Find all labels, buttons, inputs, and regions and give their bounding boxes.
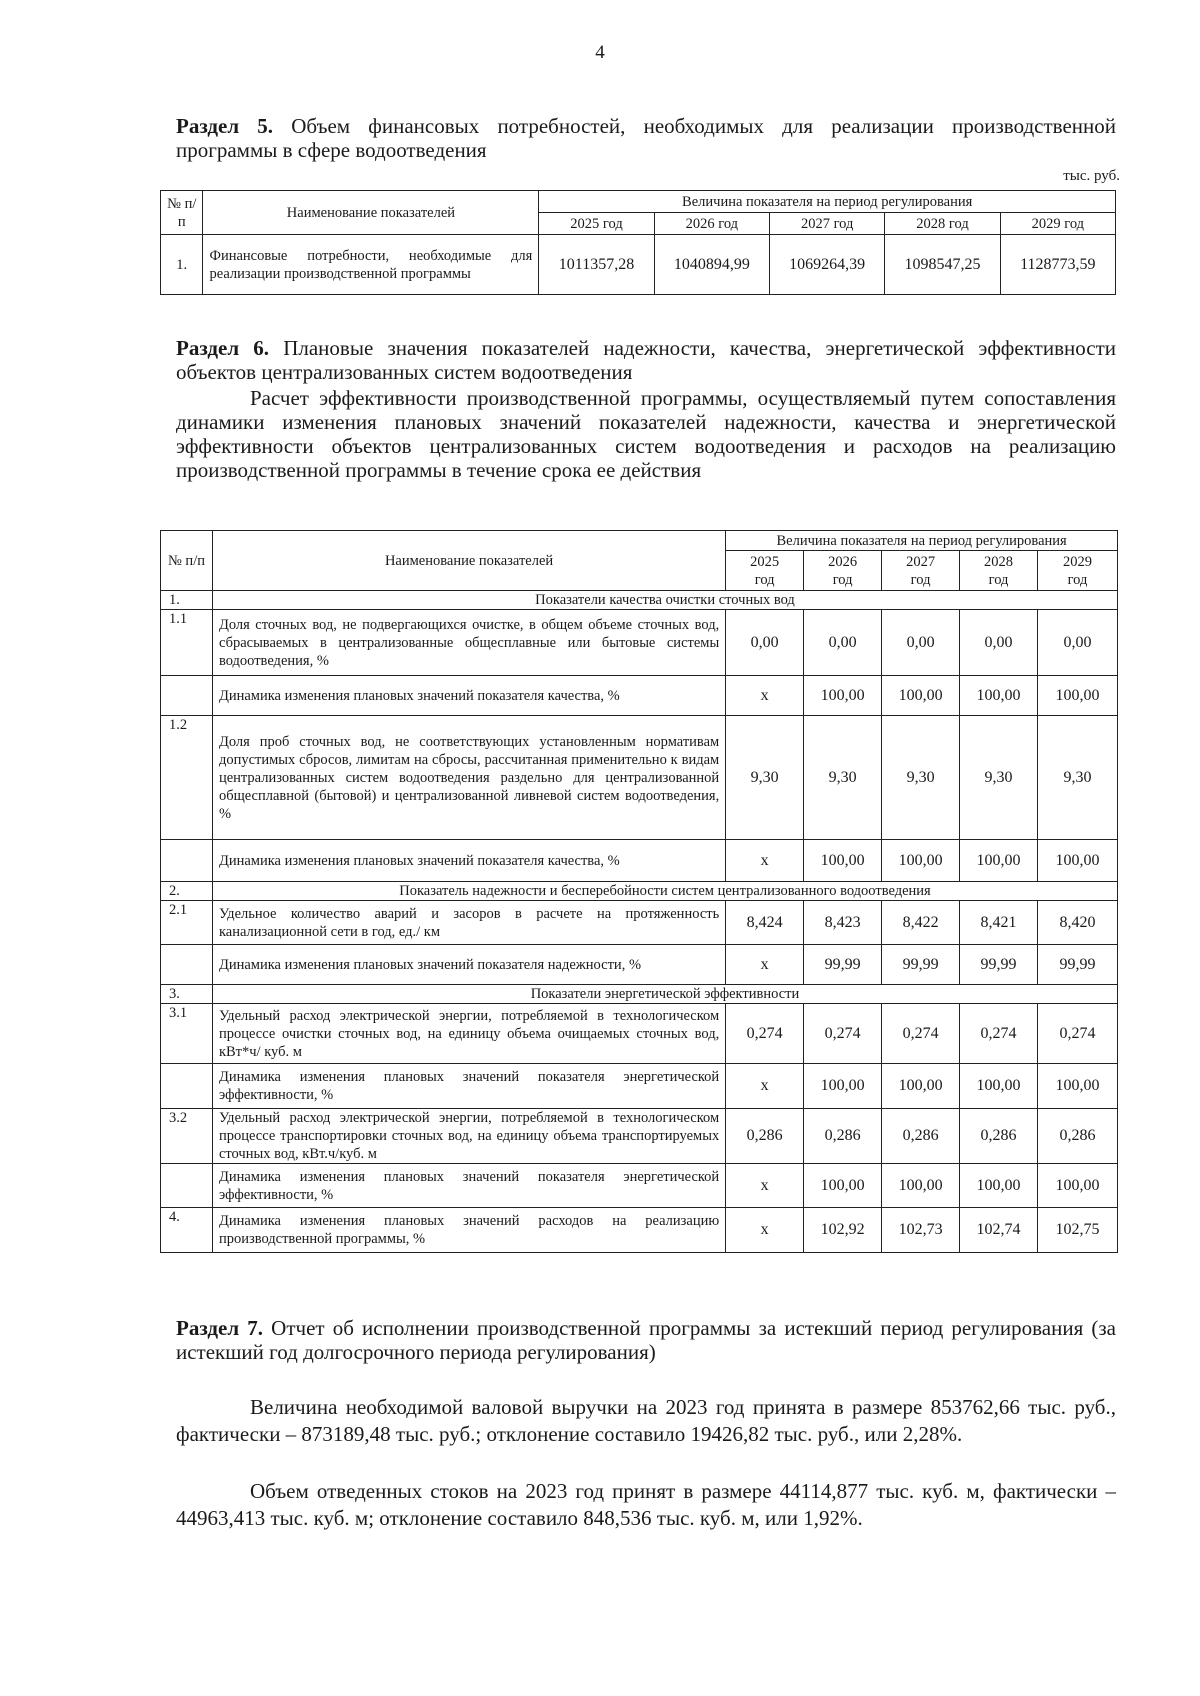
s6-value: 100,00 <box>804 676 882 716</box>
s6-value: 99,99 <box>882 945 960 985</box>
s5-year-2029: 2029 год <box>1000 213 1115 235</box>
s5-year-2025: 2025 год <box>539 213 654 235</box>
s6-value: 9,30 <box>882 716 960 840</box>
s6-value: 0,00 <box>804 610 882 676</box>
s6-row-name: Динамика изменения плановых значений расходов на реализацию производственной программы, % <box>212 1208 725 1253</box>
s6-group-no: 1. <box>161 591 213 610</box>
s6-group-title: Показатели энергетической эффективности <box>212 985 1117 1004</box>
s6-row-name: Динамика изменения плановых значений показателя надежности, % <box>212 945 725 985</box>
s6-row-no: 1.1 <box>161 610 213 676</box>
s5-value: 1040894,99 <box>654 235 769 295</box>
s6-value: х <box>726 676 804 716</box>
s6-row-name: Доля сточных вод, не подвергающихся очистке, в общем объеме сточных вод, сбрасываемых в централизованные общесплавные или бытовые системы водоотведения, % <box>212 610 725 676</box>
s6-row-no: 2.1 <box>161 901 213 945</box>
s6-value: 0,00 <box>1038 610 1118 676</box>
section7-paragraph-2: Объем отведенных стоков на 2023 год принят в размере 44114,877 тыс. куб. м, фактически – 44963,413 тыс. куб. м; отклонение составило 848,536 тыс. куб. м, или 1,92%. <box>176 1479 1116 1530</box>
s6-value: 102,74 <box>960 1208 1038 1253</box>
s6-value: 102,73 <box>882 1208 960 1253</box>
section7-heading <box>176 1316 1116 1364</box>
section7-label: Раздел 7. <box>176 1316 264 1340</box>
s6-year-suffix: год <box>832 571 853 588</box>
s6-header-name: Наименование показателей <box>212 531 725 591</box>
s6-year-header <box>726 551 804 591</box>
section5-heading <box>176 114 1116 162</box>
s6-group-title: Показатели качества очистки сточных вод <box>212 591 1117 610</box>
s6-value: 99,99 <box>1038 945 1118 985</box>
s6-row-no: 1.2 <box>161 716 213 840</box>
s6-year-header <box>1038 551 1118 591</box>
table-row <box>161 235 1116 295</box>
s6-value: 100,00 <box>804 1164 882 1208</box>
section6-heading <box>176 336 1116 384</box>
s6-value: 100,00 <box>960 1064 1038 1109</box>
table-row <box>161 1004 1118 1064</box>
s6-value: х <box>726 1208 804 1253</box>
s6-year-header <box>882 551 960 591</box>
s6-row-no <box>161 840 213 882</box>
s6-value: 0,00 <box>726 610 804 676</box>
section6-label: Раздел 6. <box>176 336 270 360</box>
s6-value: 9,30 <box>804 716 882 840</box>
s6-year-header <box>960 551 1038 591</box>
group-row <box>161 591 1118 610</box>
s6-group-no: 2. <box>161 882 213 901</box>
table-row <box>161 610 1118 676</box>
s5-value: 1011357,28 <box>539 235 654 295</box>
s6-row-no: 3.2 <box>161 1109 213 1164</box>
s6-row-name: Доля проб сточных вод, не соответствующих установленным нормативам допустимых сбросов, лимитам на сбросы, рассчитанная применительно к видам централизованных систем водоотведения раздельно для централизованной общесплавной (бытовой) и централизованной ливневой систем водоотведения, % <box>212 716 725 840</box>
table-row <box>161 945 1118 985</box>
s6-value: х <box>726 945 804 985</box>
s6-value: 0,286 <box>1038 1109 1118 1164</box>
s6-year: 2028 <box>984 553 1014 570</box>
s6-group-title: Показатель надежности и бесперебойности систем централизованного водоотведения <box>212 882 1117 901</box>
s6-header-group: Величина показателя на период регулирования <box>726 531 1118 551</box>
s6-row-name: Удельное количество аварий и засоров в расчете на протяженность канализационной сети в год, ед./ км <box>212 901 725 945</box>
section5-table <box>160 190 1116 295</box>
s6-value: 0,286 <box>804 1109 882 1164</box>
page-number: 4 <box>595 42 605 63</box>
s6-value: 8,420 <box>1038 901 1118 945</box>
s5-row-no: 1. <box>161 235 203 295</box>
s6-value: 100,00 <box>1038 1164 1118 1208</box>
table-row <box>161 716 1118 840</box>
s6-value: 100,00 <box>1038 1064 1118 1109</box>
s6-year-suffix: год <box>988 571 1009 588</box>
s6-header-no: № п/п <box>161 531 213 591</box>
s6-row-name: Динамика изменения плановых значений показателя энергетической эффективности, % <box>212 1164 725 1208</box>
s6-value: 100,00 <box>960 840 1038 882</box>
s6-value: 99,99 <box>804 945 882 985</box>
s6-value: 0,274 <box>960 1004 1038 1064</box>
table-row <box>161 1064 1118 1109</box>
s6-year-suffix: год <box>1067 571 1088 588</box>
s6-row-no: 3.1 <box>161 1004 213 1064</box>
s6-value: 99,99 <box>960 945 1038 985</box>
s6-year: 2027 <box>906 553 936 570</box>
s6-value: 100,00 <box>960 1164 1038 1208</box>
s6-value: 100,00 <box>804 840 882 882</box>
s6-value: х <box>726 1064 804 1109</box>
s6-year-header <box>804 551 882 591</box>
s6-year-suffix: год <box>910 571 931 588</box>
table-row <box>161 901 1118 945</box>
section7-title: Отчет об исполнении производственной программы за истекший период регулирования (за истекший год долгосрочного периода регулирования) <box>176 1316 1116 1364</box>
section7-paragraph-1: Величина необходимой валовой выручки на 2023 год принята в размере 853762,66 тыс. руб., фактически – 873189,48 тыс. руб.; отклонение составило 19426,82 тыс. руб., или 2,28%. <box>176 1395 1116 1446</box>
s6-row-name: Динамика изменения плановых значений показателя энергетической эффективности, % <box>212 1064 725 1109</box>
s5-value: 1128773,59 <box>1000 235 1115 295</box>
s6-row-name: Динамика изменения плановых значений показателя качества, % <box>212 676 725 716</box>
s6-row-no <box>161 676 213 716</box>
s6-value: 0,00 <box>882 610 960 676</box>
group-row <box>161 882 1118 901</box>
s6-row-no <box>161 1064 213 1109</box>
s6-row-name: Удельный расход электрической энергии, потребляемой в технологическом процессе транспортировки сточных вод, на единицу объема транспортируемых сточных вод, кВт.ч/куб. м <box>212 1109 725 1164</box>
s6-value: 102,75 <box>1038 1208 1118 1253</box>
s5-year-2026: 2026 год <box>654 213 769 235</box>
s6-value: 100,00 <box>804 1064 882 1109</box>
s6-row-no <box>161 945 213 985</box>
s6-value: 0,274 <box>882 1004 960 1064</box>
s6-value: 0,274 <box>726 1004 804 1064</box>
s6-value: 8,423 <box>804 901 882 945</box>
s6-value: 100,00 <box>882 1164 960 1208</box>
section6-table <box>160 530 1118 1253</box>
s6-value: 100,00 <box>882 1064 960 1109</box>
s6-value: 9,30 <box>1038 716 1118 840</box>
table-row <box>161 676 1118 716</box>
s6-value: 8,421 <box>960 901 1038 945</box>
s5-row-name: Финансовые потребности, необходимые для реализации производственной программы <box>203 235 539 295</box>
s6-value: 0,274 <box>804 1004 882 1064</box>
s6-value: 8,424 <box>726 901 804 945</box>
s6-year: 2029 <box>1063 553 1092 570</box>
s6-group-no: 3. <box>161 985 213 1004</box>
s6-value: 0,286 <box>726 1109 804 1164</box>
table-row <box>161 1109 1118 1164</box>
s6-value: х <box>726 1164 804 1208</box>
s6-row-name: Динамика изменения плановых значений показателя качества, % <box>212 840 725 882</box>
s6-row-name: Удельный расход электрической энергии, потребляемой в технологическом процессе очистки сточных вод, на единицу объема очищаемых сточных вод, кВт*ч/ куб. м <box>212 1004 725 1064</box>
table-row <box>161 1208 1118 1253</box>
s6-value: 100,00 <box>1038 840 1118 882</box>
s6-value: 9,30 <box>960 716 1038 840</box>
s5-year-2028: 2028 год <box>885 213 1000 235</box>
s6-value: 0,00 <box>960 610 1038 676</box>
s6-value: х <box>726 840 804 882</box>
s6-value: 9,30 <box>726 716 804 840</box>
s5-value: 1098547,25 <box>885 235 1000 295</box>
s6-value: 0,286 <box>882 1109 960 1164</box>
section5-label: Раздел 5. <box>176 114 274 138</box>
s6-value: 0,286 <box>960 1109 1038 1164</box>
table-row <box>161 840 1118 882</box>
s5-header-no: № п/п <box>161 191 203 235</box>
section6-paragraph: Расчет эффективности производственной программы, осуществляемый путем сопоставления динамики изменения плановых значений показателей надежности, качества и энергетической эффективности объектов централизованных систем водоотведения и расходов на реализацию производственной программы в течение срока ее действия <box>176 386 1116 482</box>
s5-header-group: Величина показателя на период регулирования <box>539 191 1116 213</box>
section5-unit: тыс. руб. <box>1063 168 1120 184</box>
s6-value: 100,00 <box>882 840 960 882</box>
s6-year: 2026 <box>828 553 858 570</box>
s6-value: 0,274 <box>1038 1004 1118 1064</box>
s6-row-no: 4. <box>161 1208 213 1253</box>
s6-year: 2025 <box>750 553 780 570</box>
s6-row-no <box>161 1164 213 1208</box>
table-row <box>161 1164 1118 1208</box>
s6-value: 100,00 <box>882 676 960 716</box>
s6-year-suffix: год <box>754 571 775 588</box>
s5-value: 1069264,39 <box>770 235 885 295</box>
s5-header-name: Наименование показателей <box>203 191 539 235</box>
group-row <box>161 985 1118 1004</box>
section5-title: Объем финансовых потребностей, необходимых для реализации производственной программы в сфере водоотведения <box>176 114 1116 162</box>
section6-title: Плановые значения показателей надежности, качества, энергетической эффективности объектов централизованных систем водоотведения <box>176 336 1116 384</box>
s5-year-2027: 2027 год <box>770 213 885 235</box>
s6-value: 102,92 <box>804 1208 882 1253</box>
s6-value: 8,422 <box>882 901 960 945</box>
s6-value: 100,00 <box>1038 676 1118 716</box>
s6-value: 100,00 <box>960 676 1038 716</box>
